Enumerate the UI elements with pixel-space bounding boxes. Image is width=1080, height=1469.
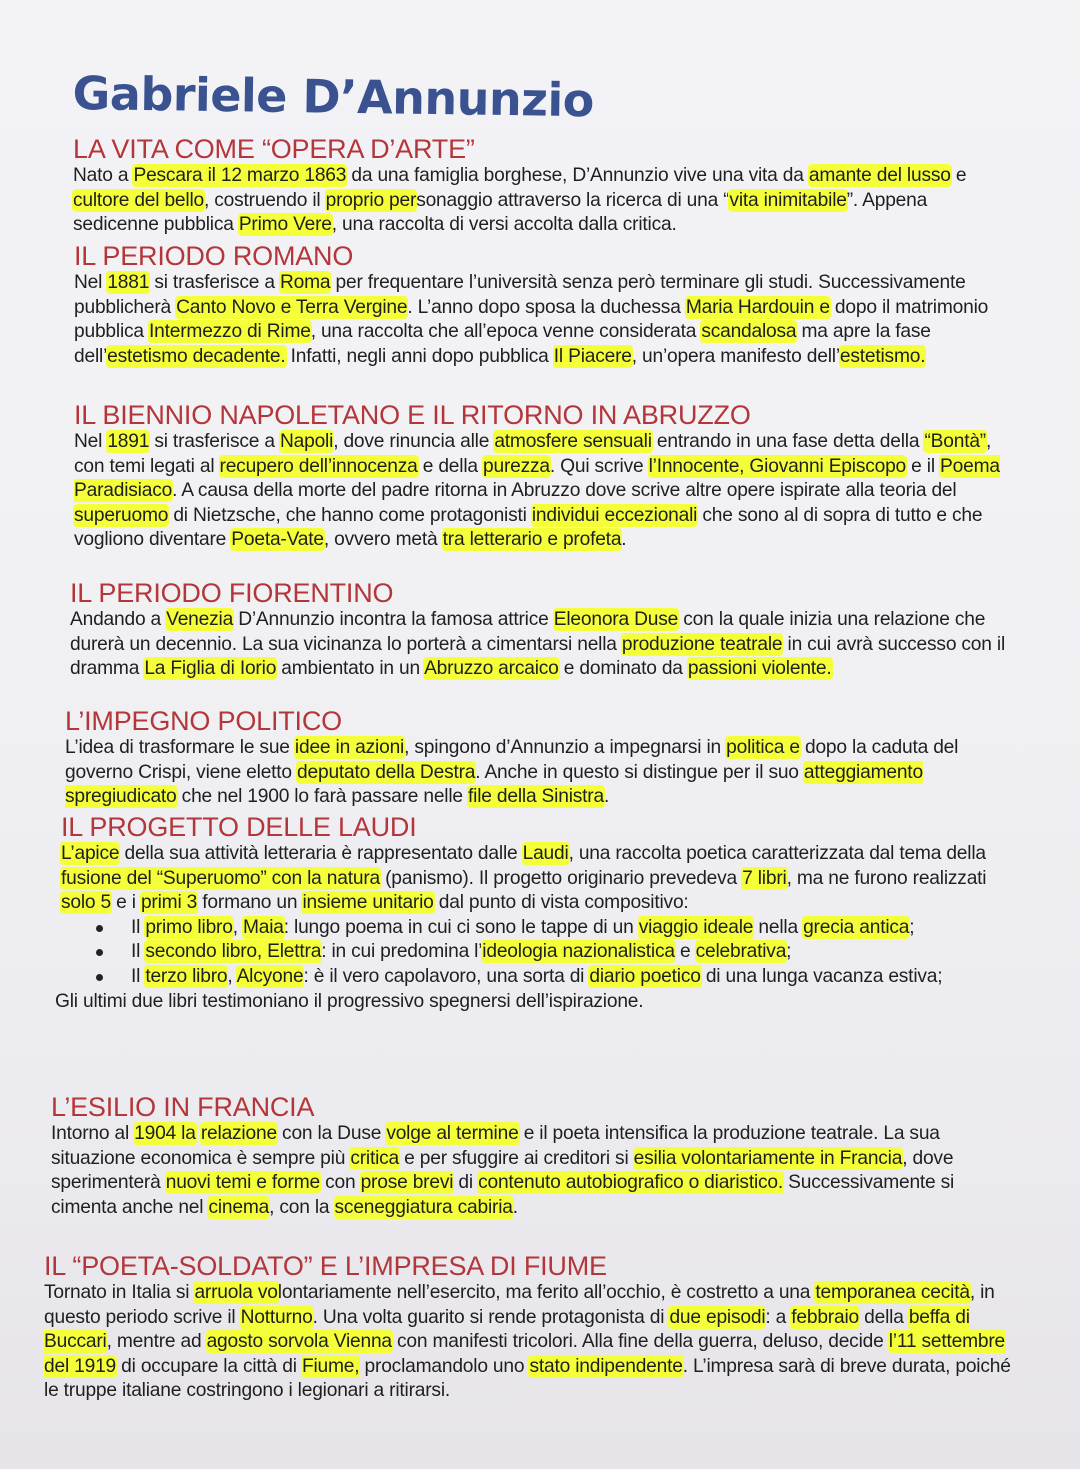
text-run: della sua attività letteraria è rappresentato dalle (119, 843, 523, 864)
text-run: si trasferisce a (149, 431, 280, 452)
text-run: da una famiglia borghese, D’Annunzio vive una vita da (346, 165, 809, 186)
section-impegno-politico (65, 706, 1045, 810)
text-run: in cui avrà successo con il dramma (70, 633, 1006, 680)
text-run: della (859, 1306, 909, 1328)
highlighted-text: diario poetico (589, 965, 701, 987)
highlighted-text: estetismo. (839, 345, 926, 367)
text-run: L’idea di trasformare le sue (65, 737, 295, 758)
text-run: nella (753, 916, 804, 938)
highlighted-text: insieme unitario (302, 892, 434, 914)
highlighted-text: purezza (483, 455, 550, 477)
section-paragraph (65, 736, 1005, 810)
section-biennio-napoletano (74, 400, 1054, 553)
text-run: , una raccolta che all’epoca venne considerata (310, 321, 702, 343)
highlighted-text: critica (350, 1147, 400, 1169)
highlighted-text: l’11 settembre del 1919 (44, 1331, 1006, 1377)
section-esilio-francia (51, 1092, 1031, 1220)
text-run: Intorno al (51, 1123, 135, 1144)
text-run: ”. Appena sedicenne pubblica (73, 189, 928, 236)
highlighted-text: sceneggiatura cabiria (334, 1196, 513, 1218)
highlighted-text: 7 libri (742, 867, 787, 889)
list-item (131, 965, 1031, 990)
text-run: che nel 1900 lo farà passare nelle (176, 786, 469, 808)
text-run: di una lunga vacanza estiva; (700, 965, 943, 987)
highlighted-text: recupero dell’innocenza (219, 455, 418, 477)
text-run: , spingono d’Annunzio a impegnarsi in (404, 737, 727, 758)
highlighted-text: idee in azioni (294, 737, 405, 758)
highlighted-text: Maia (242, 916, 284, 938)
highlighted-text: fusione del “Superuomo” con la natura (61, 867, 380, 889)
text-run: e il (906, 455, 941, 477)
section-la-vita (73, 134, 1053, 238)
text-run: D’Annunzio incontra la famosa attrice (233, 609, 554, 630)
highlighted-text: atteggiamento spregiudicato (65, 761, 923, 808)
highlighted-text: primo libro (145, 916, 233, 938)
text-run: Nel (74, 431, 108, 452)
highlighted-text: L’apice (61, 843, 120, 864)
text-run: sonaggio attraverso la ricerca di una “ (416, 189, 730, 211)
text-run: , ma ne furono realizzati (786, 867, 987, 889)
text-run: e dominato da (558, 658, 688, 680)
highlighted-text: Pescara il 12 marzo 1863 (133, 165, 347, 186)
text-run: ma apre la fase dell’ (74, 321, 931, 367)
section-heading: L’IMPEGNO POLITICO (65, 706, 342, 736)
text-run: , con la (269, 1196, 335, 1218)
highlighted-text: vita inimitabile (729, 189, 847, 211)
highlighted-text: l’Innocente, Giovanni Episcopo (648, 455, 907, 477)
text-run: Il (131, 916, 146, 938)
highlighted-text: celebrativa (695, 941, 787, 963)
highlighted-text: tra letterario e profeta (442, 529, 622, 551)
text-run: che sono al di sopra di tutto e che vogliono diventare (74, 504, 983, 551)
bullet-icon (96, 925, 103, 932)
highlighted-text: terzo libro (145, 965, 228, 987)
text-run: , con temi legati al (74, 431, 992, 477)
highlighted-text: stato indipendente (529, 1355, 683, 1377)
highlighted-text: prose brevi (360, 1172, 454, 1194)
text-run: . Una volta guarito si rende protagonista di (312, 1306, 670, 1328)
text-run: ; (909, 916, 915, 938)
highlighted-text: “Bontà” (924, 431, 986, 452)
highlighted-text: cinema (208, 1196, 270, 1218)
highlighted-text: Intermezzo di Rime (149, 321, 311, 343)
text-run: dal punto di vista compositivo: (433, 892, 689, 914)
section-progetto-laudi (55, 812, 1041, 1014)
highlighted-text: superuomo (74, 504, 169, 526)
text-run: e (674, 941, 696, 963)
highlighted-text: grecia antica (803, 916, 910, 938)
section-heading: IL PERIODO FIORENTINO (70, 578, 394, 608)
section-heading: IL “POETA-SOLDATO” E L’IMPRESA DI FIUME (44, 1251, 607, 1281)
section-heading: IL PERIODO ROMANO (74, 241, 354, 271)
highlighted-text: Abruzzo arcaico (424, 658, 559, 680)
text-run: , mentre ad (106, 1331, 207, 1353)
text-run: dopo il matrimonio pubblica (74, 296, 989, 343)
text-run: e (950, 165, 967, 186)
section-paragraph (73, 164, 1003, 238)
highlighted-text: Maria Hardouin e (685, 296, 830, 318)
section-paragraph (51, 1122, 1011, 1220)
text-run: con la Duse (276, 1123, 387, 1144)
section-heading: LA VITA COME “OPERA D’ARTE” (73, 134, 475, 164)
highlighted-text: politica e (726, 737, 800, 758)
highlighted-text: Fiume, (301, 1355, 360, 1377)
text-run: , dove rinuncia alle (333, 431, 495, 452)
bullet-icon (96, 949, 103, 956)
text-run: per frequentare l’università senza però terminare gli studi. Successivamente pubblicherà (74, 272, 966, 318)
highlighted-text: Napoli (279, 431, 334, 452)
highlighted-text: Primo Vere (238, 214, 332, 236)
text-run: e della (417, 455, 483, 477)
text-run: , in questo periodo scrive il (44, 1282, 995, 1328)
text-run: di occupare la città di (116, 1355, 302, 1377)
text-run: e i (111, 892, 141, 914)
highlighted-text: Il Piacere (553, 345, 632, 367)
text-run: , un’opera manifesto dell’ (631, 345, 840, 367)
text-run: formano un (197, 892, 303, 914)
highlighted-text: arruola vo (194, 1282, 278, 1303)
highlighted-text: Canto Novo e Terra Vergine (176, 296, 408, 318)
text-run: Successivamente si cimenta anche nel (51, 1172, 955, 1218)
highlighted-text: Notturno (240, 1306, 313, 1328)
text-run: . L’impresa sarà di breve durata, poiché le truppe italiane costringono i legionari a ritirarsi. (44, 1355, 1011, 1402)
text-run: , dove sperimenterà (51, 1147, 954, 1194)
laudi-closing-line: Gli ultimi due libri testimoniano il progressivo spegnersi dell’ispirazione. (55, 990, 644, 1012)
text-run: , (232, 916, 243, 938)
section-periodo-romano (74, 241, 1054, 369)
highlighted-text: Laudi (522, 843, 569, 864)
highlighted-text: Alcyone (236, 965, 304, 987)
highlighted-text: individui eccezionali (531, 504, 698, 526)
section-paragraph (74, 430, 1024, 553)
text-run: . A causa della morte del padre ritorna in Abruzzo dove scrive altre opere ispirate alla teoria del (172, 480, 957, 502)
text-run: , (227, 965, 237, 987)
text-run: con la quale inizia una relazione che durerà un decennio. La sua vicinanza lo porterà a cimentarsi nella (70, 609, 986, 655)
highlighted-text: beffa di Buccari (44, 1306, 970, 1353)
highlighted-text: produzione teatrale (621, 633, 783, 655)
text-run: : lungo poema in cui ci sono le tappe di un (283, 916, 639, 938)
highlighted-text: La Figlia di Iorio (144, 658, 277, 680)
highlighted-text: proprio per (325, 189, 417, 211)
highlighted-text: secondo libro, Elettra (145, 941, 322, 963)
list-item (131, 940, 1031, 965)
highlighted-text: volge al termine (386, 1123, 519, 1144)
highlighted-text: passioni violente. (687, 658, 832, 680)
bullet-icon (96, 974, 103, 981)
text-run: : in cui predomina l’ (321, 941, 483, 963)
highlighted-text: scandalosa (701, 321, 797, 343)
laudi-book-list (73, 916, 1031, 990)
highlighted-text: file della Sinistra (468, 786, 604, 808)
text-run: proclamandolo uno (359, 1355, 530, 1377)
highlighted-text: temporanea cecità (815, 1282, 970, 1303)
text-run: di Nietzsche, che hanno come protagonisti (168, 504, 532, 526)
text-run: . (603, 786, 610, 808)
text-run: Andando a (70, 609, 167, 630)
text-run: : a (765, 1306, 792, 1328)
section-paragraph (44, 1281, 1029, 1404)
highlighted-text: primi 3 (140, 892, 198, 914)
text-run: Nel (74, 272, 108, 293)
text-run: con (319, 1172, 361, 1194)
section-heading: IL BIENNIO NAPOLETANO E IL RITORNO IN ABRUZZO (74, 400, 751, 430)
text-run: : è il vero capolavoro, una sorta di (303, 965, 590, 987)
section-heading: L’ESILIO IN FRANCIA (51, 1092, 315, 1122)
highlighted-text: nuovi temi e forme (165, 1172, 320, 1194)
highlighted-text: atmosfere sensuali (494, 431, 652, 452)
highlighted-text: amante del lusso (808, 165, 951, 186)
text-run: e il poeta intensifica la produzione teatrale. La sua situazione economica è sempre più (51, 1123, 940, 1169)
highlighted-text: esilia volontariamente in Francia (633, 1147, 903, 1169)
text-run: Il (131, 941, 146, 963)
highlighted-text: agosto sorvola Vienna (206, 1331, 392, 1353)
highlighted-text: Eleonora Duse (553, 609, 679, 630)
text-run: Il (131, 965, 146, 987)
section-periodo-fiorentino (70, 578, 1050, 682)
text-run: . (512, 1196, 518, 1218)
text-run: si trasferisce a (149, 272, 280, 293)
highlighted-text: 1891 (107, 431, 150, 452)
highlighted-text: Venezia (166, 609, 234, 630)
text-run: . (621, 529, 627, 551)
text-run: entrando in una fase detta della (651, 431, 925, 452)
section-paragraph (74, 271, 1019, 369)
text-run: , una raccolta poetica caratterizzata dal tema della (568, 843, 986, 864)
text-run: lontariamente nell’esercito, ma ferito all’occhio, è costretto a una (277, 1282, 816, 1303)
text-run: con manifesti tricolori. Alla fine della guerra, deluso, decide (391, 1331, 889, 1353)
highlighted-text: Poeta-Vate (231, 529, 324, 551)
highlighted-text: viaggio ideale (638, 916, 754, 938)
highlighted-text: ideologia nazionalistica (482, 941, 675, 963)
text-run: Infatti, negli anni dopo pubblica (285, 345, 554, 367)
text-run: dopo la caduta del governo Crispi, viene eletto (65, 737, 959, 783)
highlighted-text: Roma (279, 272, 331, 293)
section-poeta-soldato (44, 1251, 1024, 1404)
text-run: Nato a (73, 165, 134, 186)
section-heading: IL PROGETTO DELLE LAUDI (61, 812, 417, 842)
text-run: Tornato in Italia si (44, 1282, 195, 1303)
highlighted-text: febbraio (791, 1306, 860, 1328)
section-paragraph (61, 842, 1016, 916)
text-run: . Qui scrive (549, 455, 649, 477)
text-run: ambientato in un (276, 658, 425, 680)
highlighted-text: 1904 la (134, 1123, 196, 1144)
text-run: di (453, 1172, 479, 1194)
text-run: , costruendo il (204, 189, 326, 211)
highlighted-text: deputato della Destra (297, 761, 476, 783)
section-paragraph (70, 608, 1005, 682)
text-run: . L’anno dopo sposa la duchessa (407, 296, 686, 318)
highlighted-text: estetismo decadente. (107, 345, 286, 367)
highlighted-text: 1881 (107, 272, 150, 293)
text-run: (panismo). Il progetto originario prevedeva (379, 867, 743, 889)
text-run: e per sfuggire ai creditori si (399, 1147, 634, 1169)
highlighted-text: cultore del bello (73, 189, 204, 211)
text-run: ; (786, 941, 792, 963)
text-run: . Anche in questo si distingue per il suo (475, 761, 804, 783)
text-run: , ovvero metà (323, 529, 443, 551)
highlighted-text: contenuto autobiografico o diaristico. (478, 1172, 784, 1194)
list-item (131, 916, 1031, 941)
highlighted-text: due episodi (669, 1306, 766, 1328)
document-title: Gabriele D’Annunzio (72, 66, 595, 128)
highlighted-text: Poema Paradisiaco (74, 455, 1000, 502)
highlighted-text: solo 5 (61, 892, 112, 914)
text-run: , una raccolta di versi accolta dalla critica. (331, 214, 677, 236)
highlighted-text: relazione (200, 1123, 277, 1144)
